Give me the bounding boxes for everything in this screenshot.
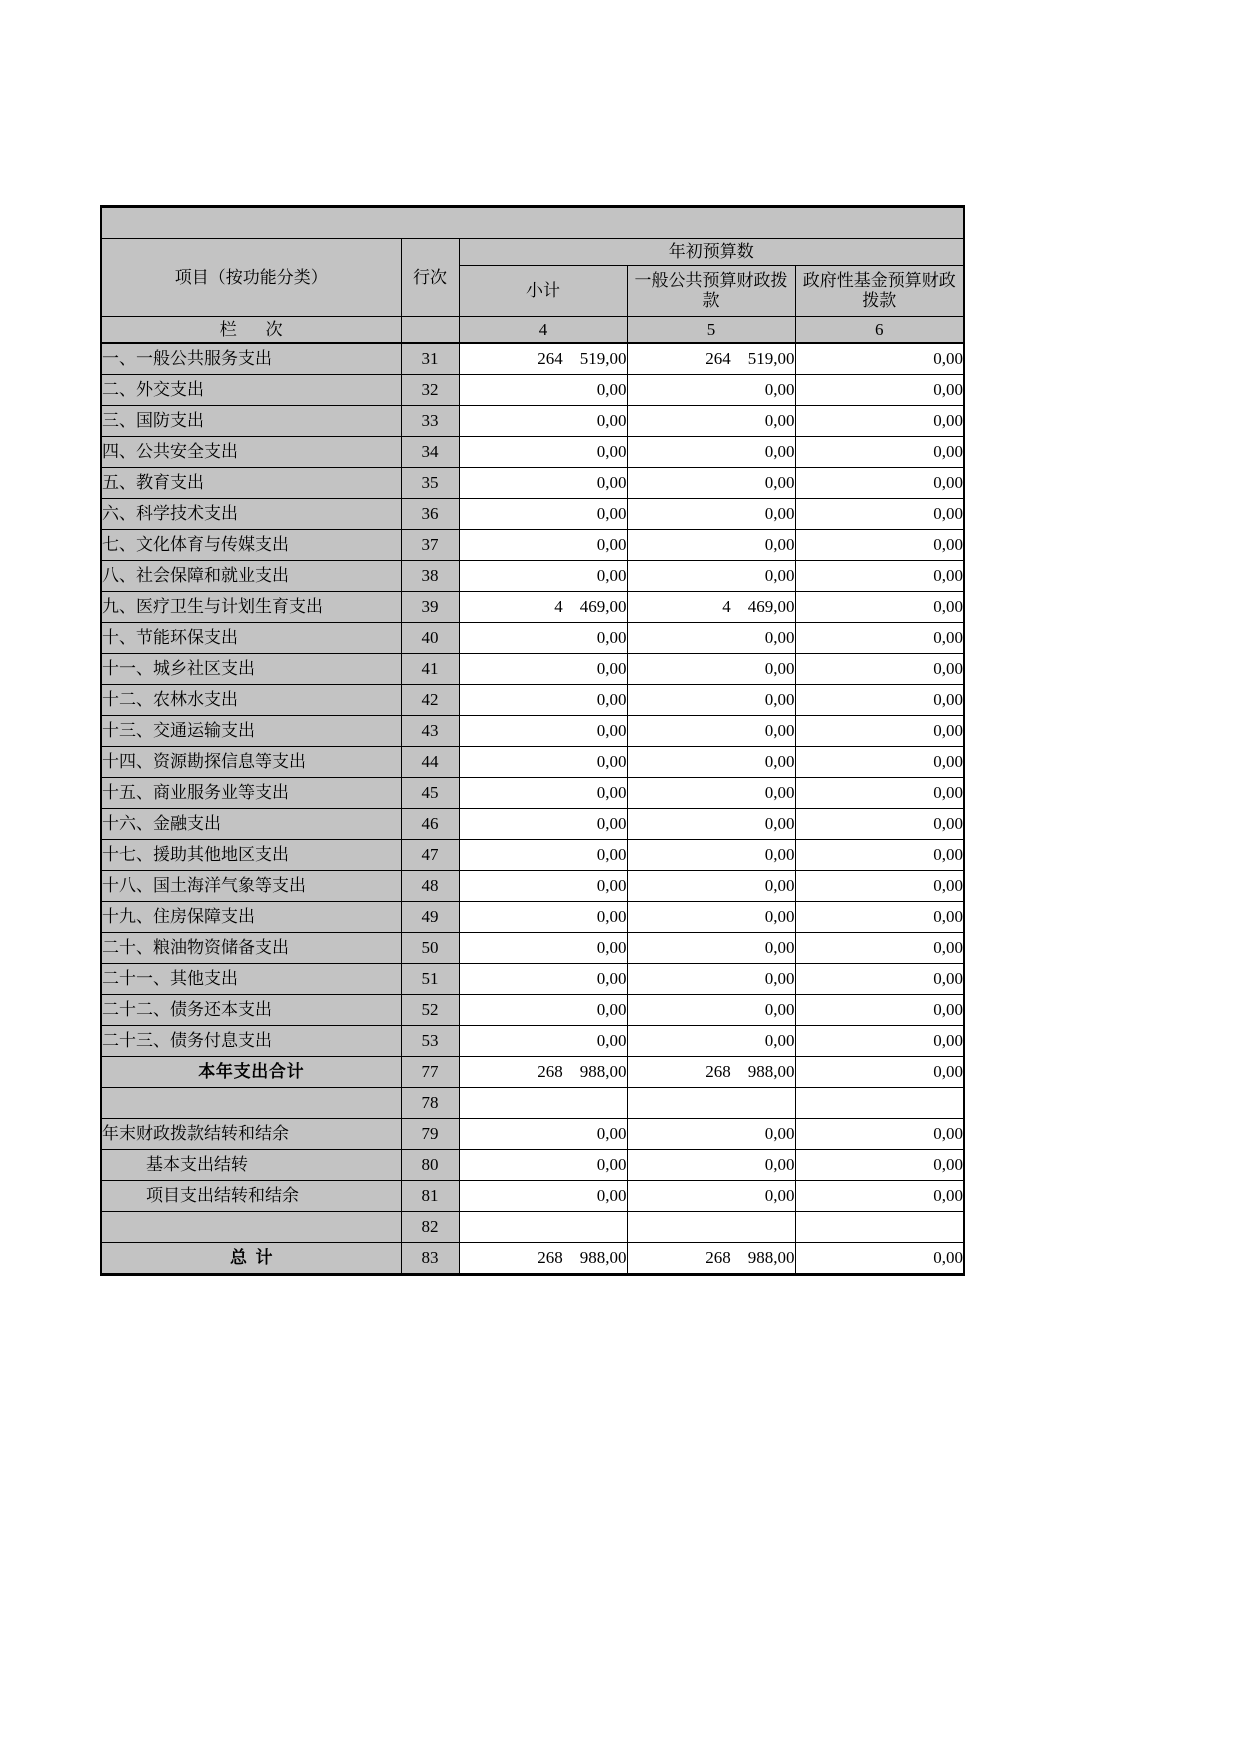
row-value-general-public: 0,00 <box>627 964 795 995</box>
row-value-subtotal: 0,00 <box>459 933 627 964</box>
row-line-number: 31 <box>401 343 459 375</box>
table-row <box>101 778 964 809</box>
column-index-6: 6 <box>795 317 964 344</box>
row-line-number: 42 <box>401 685 459 716</box>
table-row <box>101 902 964 933</box>
row-value-general-public: 0,00 <box>627 1119 795 1150</box>
row-value-gov-fund: 0,00 <box>795 561 964 592</box>
row-value-general-public: 0,00 <box>627 375 795 406</box>
table-row <box>101 623 964 654</box>
row-value-general-public: 0,00 <box>627 902 795 933</box>
row-value-gov-fund: 0,00 <box>795 871 964 902</box>
table-row <box>101 561 964 592</box>
row-value-subtotal: 0,00 <box>459 530 627 561</box>
row-line-number: 48 <box>401 871 459 902</box>
row-line-number: 51 <box>401 964 459 995</box>
row-value-gov-fund: 0,00 <box>795 933 964 964</box>
row-value-general-public: 268 988,00 <box>627 1057 795 1088</box>
row-value-general-public: 0,00 <box>627 933 795 964</box>
row-value-gov-fund: 0,00 <box>795 995 964 1026</box>
row-label: 十、节能环保支出 <box>101 623 401 654</box>
row-value-gov-fund: 0,00 <box>795 902 964 933</box>
row-label: 四、公共安全支出 <box>101 437 401 468</box>
table-row <box>101 1181 964 1212</box>
row-label: 二十一、其他支出 <box>101 964 401 995</box>
table-row <box>101 437 964 468</box>
row-line-number: 33 <box>401 406 459 437</box>
table-row <box>101 871 964 902</box>
row-value-subtotal: 0,00 <box>459 623 627 654</box>
table-row <box>101 716 964 747</box>
table-row <box>101 964 964 995</box>
row-line-number: 53 <box>401 1026 459 1057</box>
row-value-subtotal: 0,00 <box>459 747 627 778</box>
row-line-number: 80 <box>401 1150 459 1181</box>
table-row <box>101 1026 964 1057</box>
table-row <box>101 685 964 716</box>
row-label: 十九、住房保障支出 <box>101 902 401 933</box>
row-value-general-public: 0,00 <box>627 716 795 747</box>
row-line-number: 40 <box>401 623 459 654</box>
row-label: 二十、粮油物资储备支出 <box>101 933 401 964</box>
table-row <box>101 343 964 375</box>
row-value-gov-fund: 0,00 <box>795 1150 964 1181</box>
row-value-general-public: 0,00 <box>627 840 795 871</box>
row-line-number: 46 <box>401 809 459 840</box>
row-value-subtotal: 4 469,00 <box>459 592 627 623</box>
row-label: 一、一般公共服务支出 <box>101 343 401 375</box>
column-index-row <box>101 317 964 344</box>
row-label: 十七、援助其他地区支出 <box>101 840 401 871</box>
row-value-gov-fund: 0,00 <box>795 1057 964 1088</box>
row-line-number: 44 <box>401 747 459 778</box>
row-value-gov-fund: 0,00 <box>795 1119 964 1150</box>
row-value-gov-fund: 0,00 <box>795 964 964 995</box>
table-row <box>101 654 964 685</box>
row-label: 十三、交通运输支出 <box>101 716 401 747</box>
row-value-gov-fund: 0,00 <box>795 623 964 654</box>
row-label <box>101 1088 401 1119</box>
row-value-general-public: 0,00 <box>627 809 795 840</box>
row-label: 十八、国土海洋气象等支出 <box>101 871 401 902</box>
row-line-number: 43 <box>401 716 459 747</box>
row-value-general-public: 0,00 <box>627 530 795 561</box>
row-value-general-public: 0,00 <box>627 468 795 499</box>
row-label: 五、教育支出 <box>101 468 401 499</box>
row-value-subtotal: 268 988,00 <box>459 1243 627 1275</box>
row-value-general-public: 268 988,00 <box>627 1243 795 1275</box>
row-value-general-public: 0,00 <box>627 685 795 716</box>
row-value-subtotal: 0,00 <box>459 406 627 437</box>
row-value-subtotal: 0,00 <box>459 499 627 530</box>
row-label: 十二、农林水支出 <box>101 685 401 716</box>
table-row <box>101 747 964 778</box>
row-value-general-public: 0,00 <box>627 654 795 685</box>
row-value-subtotal: 0,00 <box>459 1119 627 1150</box>
row-value-gov-fund <box>795 1212 964 1243</box>
row-value-gov-fund: 0,00 <box>795 406 964 437</box>
row-value-gov-fund: 0,00 <box>795 840 964 871</box>
row-label: 十四、资源勘探信息等支出 <box>101 747 401 778</box>
header-line-column: 行次 <box>401 239 459 317</box>
row-value-general-public: 0,00 <box>627 1150 795 1181</box>
table-row <box>101 468 964 499</box>
row-value-general-public: 0,00 <box>627 406 795 437</box>
row-value-subtotal <box>459 1212 627 1243</box>
table-row <box>101 592 964 623</box>
header-gov-fund-budget: 政府性基金预算财政拨款 <box>795 266 964 317</box>
row-line-number: 32 <box>401 375 459 406</box>
row-value-subtotal: 0,00 <box>459 840 627 871</box>
row-line-number: 49 <box>401 902 459 933</box>
row-line-number: 41 <box>401 654 459 685</box>
row-value-gov-fund: 0,00 <box>795 809 964 840</box>
row-value-general-public: 0,00 <box>627 437 795 468</box>
row-value-subtotal: 0,00 <box>459 561 627 592</box>
row-value-gov-fund: 0,00 <box>795 375 964 406</box>
table-row <box>101 499 964 530</box>
row-line-number: 35 <box>401 468 459 499</box>
table-row <box>101 1243 964 1275</box>
row-label: 二十三、债务付息支出 <box>101 1026 401 1057</box>
row-value-general-public: 0,00 <box>627 1181 795 1212</box>
row-value-gov-fund: 0,00 <box>795 468 964 499</box>
row-value-general-public: 0,00 <box>627 778 795 809</box>
row-value-general-public: 0,00 <box>627 747 795 778</box>
row-value-general-public: 0,00 <box>627 561 795 592</box>
row-value-subtotal: 0,00 <box>459 1026 627 1057</box>
column-index-label: 栏 次 <box>101 317 401 344</box>
row-label: 三、国防支出 <box>101 406 401 437</box>
row-label: 六、科学技术支出 <box>101 499 401 530</box>
row-line-number: 52 <box>401 995 459 1026</box>
row-value-subtotal: 0,00 <box>459 1150 627 1181</box>
row-value-gov-fund: 0,00 <box>795 530 964 561</box>
row-value-gov-fund: 0,00 <box>795 654 964 685</box>
table-row <box>101 995 964 1026</box>
table-row <box>101 406 964 437</box>
row-value-gov-fund: 0,00 <box>795 778 964 809</box>
table-row <box>101 840 964 871</box>
row-line-number: 50 <box>401 933 459 964</box>
row-label: 九、医疗卫生与计划生育支出 <box>101 592 401 623</box>
row-value-general-public: 0,00 <box>627 499 795 530</box>
row-value-gov-fund: 0,00 <box>795 592 964 623</box>
row-value-gov-fund: 0,00 <box>795 499 964 530</box>
row-value-subtotal: 0,00 <box>459 871 627 902</box>
row-value-subtotal: 0,00 <box>459 468 627 499</box>
row-line-number: 82 <box>401 1212 459 1243</box>
table-row <box>101 1150 964 1181</box>
row-label: 八、社会保障和就业支出 <box>101 561 401 592</box>
column-index-line <box>401 317 459 344</box>
row-label: 十一、城乡社区支出 <box>101 654 401 685</box>
row-value-subtotal: 0,00 <box>459 375 627 406</box>
row-line-number: 47 <box>401 840 459 871</box>
table-row <box>101 375 964 406</box>
row-value-subtotal: 0,00 <box>459 902 627 933</box>
table-row <box>101 1057 964 1088</box>
row-value-general-public: 4 469,00 <box>627 592 795 623</box>
row-value-gov-fund: 0,00 <box>795 716 964 747</box>
row-value-gov-fund: 0,00 <box>795 685 964 716</box>
header-subtotal: 小计 <box>459 266 627 317</box>
row-value-general-public: 0,00 <box>627 1026 795 1057</box>
row-value-gov-fund: 0,00 <box>795 437 964 468</box>
row-label <box>101 1212 401 1243</box>
row-value-gov-fund: 0,00 <box>795 1026 964 1057</box>
row-line-number: 81 <box>401 1181 459 1212</box>
row-value-general-public <box>627 1088 795 1119</box>
row-line-number: 34 <box>401 437 459 468</box>
row-value-general-public: 0,00 <box>627 995 795 1026</box>
row-value-gov-fund: 0,00 <box>795 1243 964 1275</box>
row-value-subtotal: 0,00 <box>459 964 627 995</box>
row-value-subtotal: 0,00 <box>459 995 627 1026</box>
table-row <box>101 933 964 964</box>
row-line-number: 45 <box>401 778 459 809</box>
row-label: 十六、金融支出 <box>101 809 401 840</box>
row-label: 基本支出结转 <box>101 1150 401 1181</box>
table-row <box>101 1119 964 1150</box>
table-title-bar <box>101 207 964 239</box>
row-label: 二、外交支出 <box>101 375 401 406</box>
header-item-column: 项目（按功能分类） <box>101 239 401 317</box>
budget-table <box>100 205 965 1276</box>
row-line-number: 36 <box>401 499 459 530</box>
table-row <box>101 1212 964 1243</box>
column-index-5: 5 <box>627 317 795 344</box>
header-row-group <box>101 239 964 266</box>
budget-table-sheet <box>100 205 963 1276</box>
header-group-year-start-budget: 年初预算数 <box>459 239 964 266</box>
row-value-subtotal: 0,00 <box>459 685 627 716</box>
row-value-gov-fund: 0,00 <box>795 1181 964 1212</box>
row-value-general-public: 0,00 <box>627 871 795 902</box>
row-line-number: 83 <box>401 1243 459 1275</box>
row-label: 十五、商业服务业等支出 <box>101 778 401 809</box>
row-label: 七、文化体育与传媒支出 <box>101 530 401 561</box>
row-value-general-public <box>627 1212 795 1243</box>
row-label: 项目支出结转和结余 <box>101 1181 401 1212</box>
row-value-subtotal: 0,00 <box>459 716 627 747</box>
row-value-gov-fund: 0,00 <box>795 343 964 375</box>
row-line-number: 39 <box>401 592 459 623</box>
row-value-subtotal: 0,00 <box>459 809 627 840</box>
row-value-subtotal: 0,00 <box>459 654 627 685</box>
row-line-number: 38 <box>401 561 459 592</box>
row-value-subtotal <box>459 1088 627 1119</box>
row-value-subtotal: 0,00 <box>459 1181 627 1212</box>
row-value-general-public: 264 519,00 <box>627 343 795 375</box>
row-value-subtotal: 264 519,00 <box>459 343 627 375</box>
row-value-general-public: 0,00 <box>627 623 795 654</box>
column-index-4: 4 <box>459 317 627 344</box>
row-value-gov-fund: 0,00 <box>795 747 964 778</box>
row-label: 二十二、债务还本支出 <box>101 995 401 1026</box>
row-value-gov-fund <box>795 1088 964 1119</box>
row-value-subtotal: 268 988,00 <box>459 1057 627 1088</box>
table-title <box>101 207 964 239</box>
table-row <box>101 809 964 840</box>
row-line-number: 78 <box>401 1088 459 1119</box>
row-line-number: 79 <box>401 1119 459 1150</box>
row-label: 本年支出合计 <box>101 1057 401 1088</box>
row-value-subtotal: 0,00 <box>459 437 627 468</box>
table-row <box>101 530 964 561</box>
header-general-public-budget: 一般公共预算财政拨款 <box>627 266 795 317</box>
row-label: 总计 <box>101 1243 401 1275</box>
row-line-number: 37 <box>401 530 459 561</box>
row-line-number: 77 <box>401 1057 459 1088</box>
row-label: 年末财政拨款结转和结余 <box>101 1119 401 1150</box>
row-value-subtotal: 0,00 <box>459 778 627 809</box>
table-row <box>101 1088 964 1119</box>
